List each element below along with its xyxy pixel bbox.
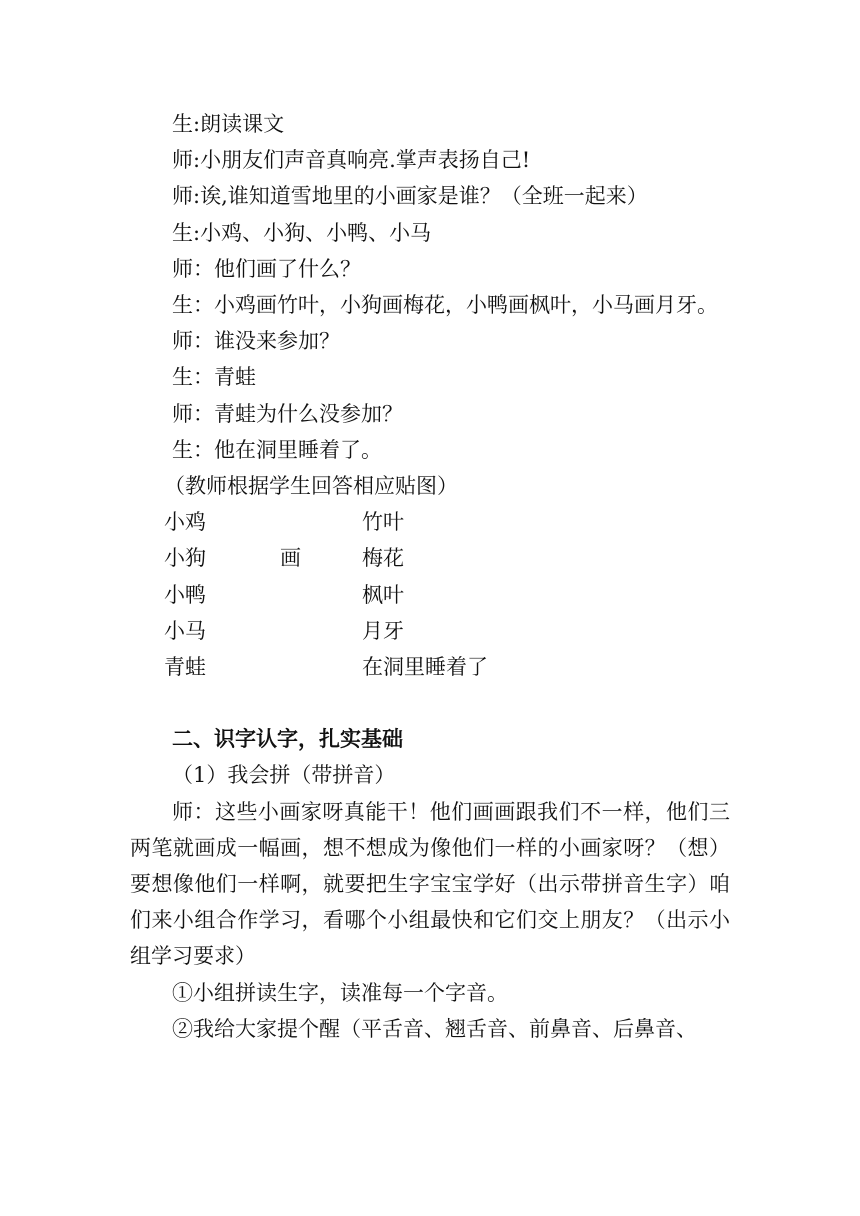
- body-paragraph: 师：这些小画家呀真能干！他们画画跟我们不一样，他们三两笔就画成一幅画，想不想成为像他们一样的小画家呀？（想）要想像他们一样啊，就要把生字宝宝学好（出示带拼音生字）咱们来小组合作学习，看哪个小组最快和它们交上朋友？（出示小组学习要求）: [130, 799, 730, 969]
- section-heading: 二、识字认字，扎实基础: [172, 726, 403, 752]
- chart-row: [130, 649, 730, 685]
- document-body: [130, 106, 730, 1047]
- requirement-item: ①小组拼读生字，读准每一个字音。: [172, 980, 508, 1005]
- chart-row: [130, 504, 730, 540]
- chart-drawing: 梅花: [362, 546, 404, 571]
- chart-drawing: 在洞里睡着了: [362, 654, 488, 679]
- chart-animal: 小鸡: [164, 510, 206, 535]
- chart-animal: 小鸭: [164, 582, 206, 607]
- dialogue-line: 生：小鸡画竹叶，小狗画梅花，小鸭画枫叶，小马画月牙。: [172, 293, 718, 318]
- teacher-note: （教师根据学生回答相应贴图）: [164, 474, 458, 499]
- dialogue-line: 生：青蛙: [172, 365, 256, 390]
- dialogue-line: 师：谁没来参加？: [172, 329, 340, 354]
- chart-drawing: 月牙: [362, 618, 404, 643]
- chart-drawing: 枫叶: [362, 582, 404, 607]
- picture-chart: [130, 504, 730, 685]
- dialogue-line: 师:小朋友们声音真响亮.掌声表扬自己!: [172, 148, 531, 173]
- subheading: （1）我会拼（带拼音）: [172, 763, 396, 788]
- chart-verb: 画: [280, 546, 301, 571]
- chart-animal: 青蛙: [164, 654, 206, 679]
- section-spacer: [130, 685, 730, 721]
- dialogue-line: 生:小鸡、小狗、小鸭、小马: [172, 220, 432, 245]
- requirement-item: ②我给大家提个醒（平舌音、翘舌音、前鼻音、后鼻音、: [172, 1016, 697, 1041]
- dialogue-line: 师：青蛙为什么没参加？: [172, 401, 403, 426]
- chart-row: [130, 577, 730, 613]
- chart-row: [130, 613, 730, 649]
- chart-animal: 小马: [164, 618, 206, 643]
- dialogue-line: 生:朗读课文: [172, 112, 285, 136]
- dialogue-line: 师:诶,谁知道雪地里的小画家是谁？（全班一起来）: [172, 184, 648, 209]
- chart-drawing: 竹叶: [362, 510, 404, 535]
- dialogue-line: 生：他在洞里睡着了。: [172, 437, 382, 462]
- dialogue-line: 师：他们画了什么？: [172, 256, 361, 281]
- chart-row: [130, 540, 730, 576]
- chart-animal: 小狗: [164, 546, 206, 571]
